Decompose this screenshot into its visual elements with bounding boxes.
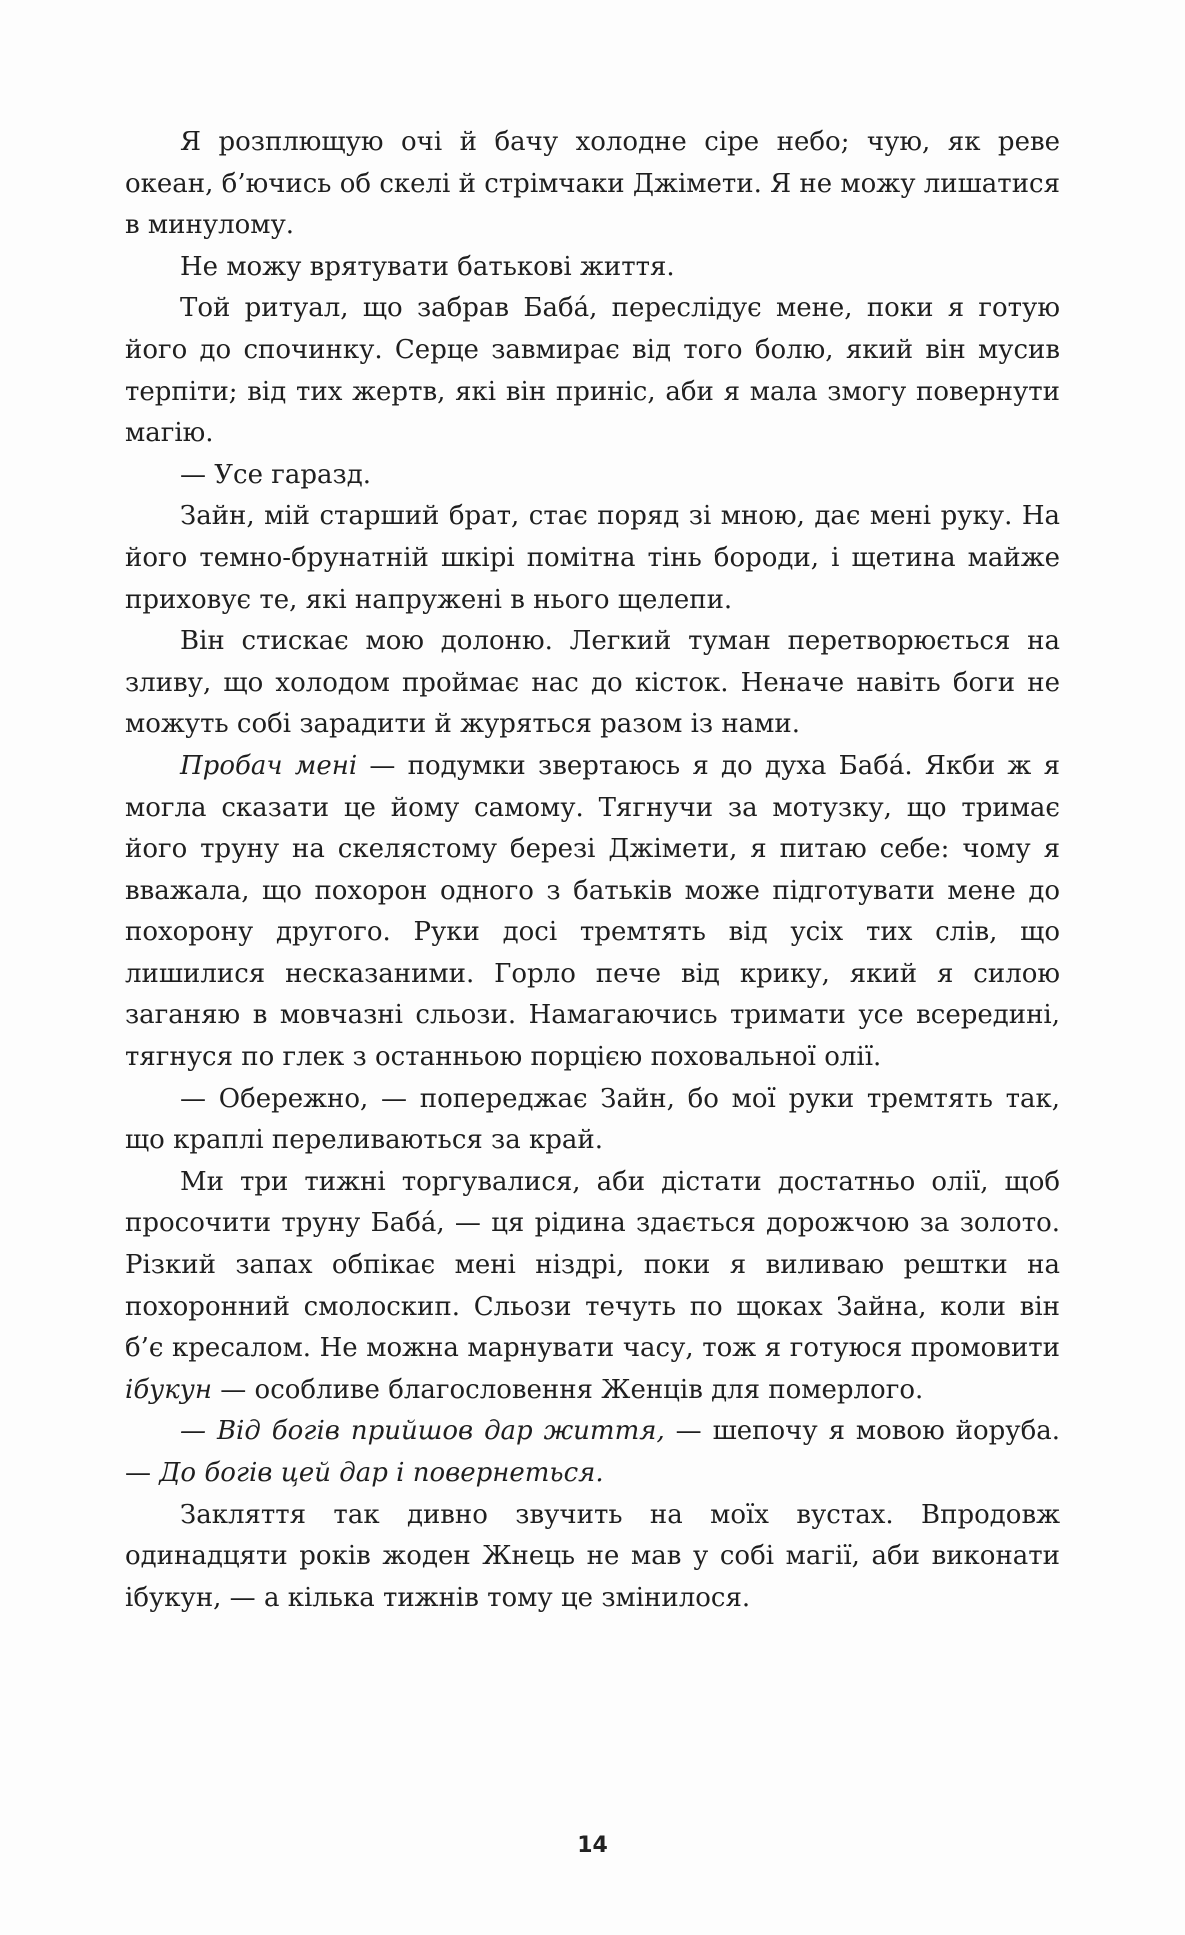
italic-incantation: До богів цей дар і повернеться.	[159, 1458, 604, 1488]
paragraph: Я розплющую очі й бачу холодне сіре небо; чую, як реве океан, б’ючись об скелі й стрімчаки Джімети. Я не можу лишатися в минулому.	[125, 127, 1060, 241]
paragraph: Зайн, мій старший брат, стає поряд зі мною, дає мені руку. На його темно-брунатній шкірі помітна тінь бороди, і щетина майже приховує те, які напружені в нього щелепи.	[125, 501, 1060, 615]
incantation-paragraph: — Від богів прийшов дар життя, — шепочу я мовою йоруба. — До богів цей дар і повернеться.	[125, 1416, 1060, 1488]
paragraph: Він стискає мою долоню. Легкий туман перетворюється на зливу, що холодом проймає нас до кісток. Неначе навіть боги не можуть собі зарадити й журяться разом із нами.	[125, 626, 1060, 740]
italic-phrase: Пробач мені	[180, 750, 358, 781]
dialogue-paragraph: — Обережно, — попереджає Зайн, бо мої руки тремтять так, що краплі переливаються за край.	[125, 1083, 1060, 1156]
paragraph: Закляття так дивно звучить на моїх вустах. Впродовж одинадцяти років жоден Жнець не мав у собі магії, аби виконати ібукун, — а кілька тижнів тому це змінилося.	[125, 1499, 1060, 1613]
dialogue-paragraph: — Усе гаразд.	[180, 459, 371, 490]
italic-incantation: — Від богів прийшов дар життя,	[180, 1416, 665, 1447]
paragraph: Пробач мені — подумки звертаюсь я до духа Бабá. Якби ж я могла сказати це йому самому. Тягнучи за мотузку, що тримає його труну на скелястому березі Джімети, я питаю себе: чому я вважала, що похорон одного з батьків може підготувати мене до похорону другого. Руки досі тремтять від усіх тих слів, що лишилися несказаними. Горло пече від крику, який я силою заганяю в мовчазні сльози. Намагаючись тримати усе всередині, тягнуся по глек з останньою порцією поховальної олії.	[125, 750, 1060, 1073]
paragraph: Ми три тижні торгувалися, аби дістати достатньо олії, щоб просочити труну Бабá, — ця рідина здається дорожчою за золото. Різкий запах обпікає мені ніздрі, поки я виливаю рештки на похоронний смолоскип. Сльози течуть по щоках Зайна, коли він б’є кресалом. Не можна марнувати часу, тож я готуюся промовити ібукун — особливе благословення Женців для померлого.	[125, 1166, 1060, 1405]
italic-term: ібукун	[125, 1374, 213, 1405]
paragraph: Той ритуал, що забрав Бабá, переслідує мене, поки я готую його до спочинку. Серце завмирає від того болю, який він мусив терпіти; від тих жертв, які він приніс, аби я мала змогу повернути магію.	[125, 293, 1060, 449]
page-number: 14	[577, 1833, 608, 1858]
paragraph: Не можу врятувати батькові життя.	[180, 251, 675, 282]
book-page-text	[125, 122, 1060, 1619]
